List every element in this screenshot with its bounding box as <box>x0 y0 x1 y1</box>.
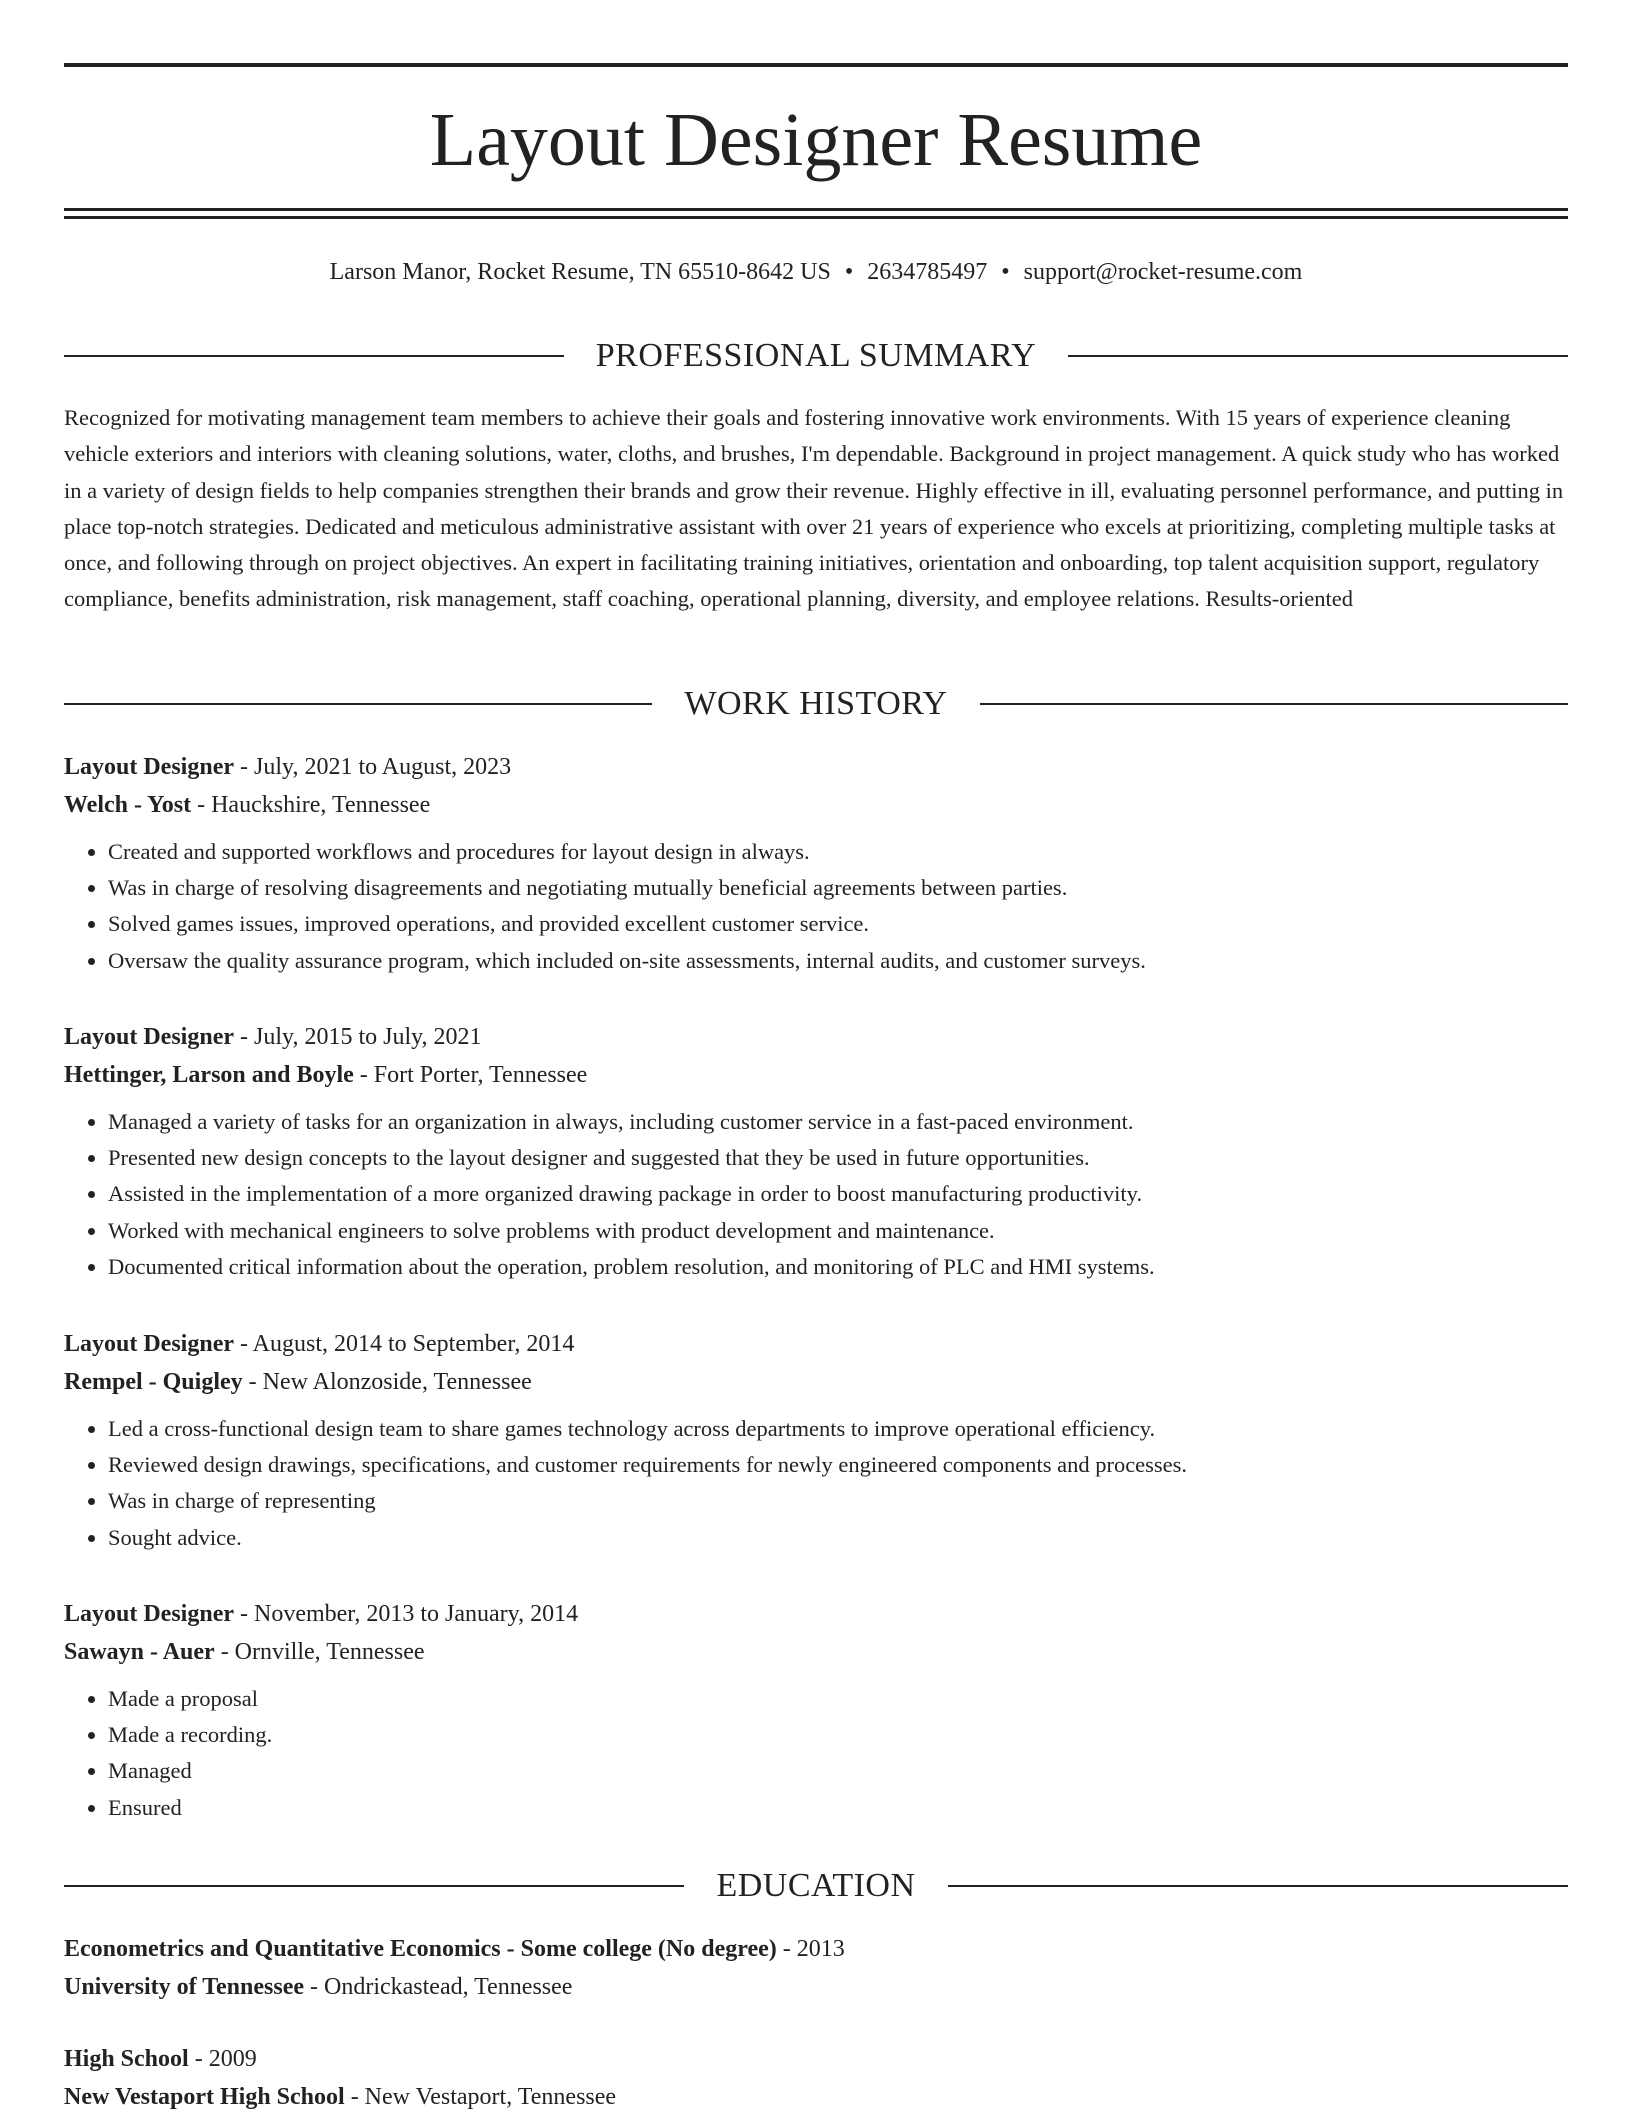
job-heading <box>64 748 1568 786</box>
job-company: Sawayn - Auer <box>64 1639 215 1665</box>
job-dates: - July, 2021 to August, 2023 <box>234 754 512 780</box>
job-bullet: • Worked with mechanical engineers to solve problems with product development and maintenance. <box>108 1213 1568 1249</box>
job-title: Layout Designer <box>64 754 234 780</box>
section-rule-right <box>948 1885 1568 1887</box>
job-entry <box>64 1595 1568 1826</box>
section-title-work: WORK HISTORY <box>684 685 948 722</box>
title-rule-lower <box>64 216 1568 219</box>
resume-title: Layout Designer Resume <box>429 98 1203 182</box>
job-bullets <box>64 1411 1568 1556</box>
job-title: Layout Designer <box>64 1331 234 1357</box>
job-bullets <box>64 1104 1568 1285</box>
education-entry <box>64 1930 1568 2006</box>
education-location: - Ondrickastead, Tennessee <box>304 1974 573 2000</box>
section-rule-left <box>64 1885 684 1887</box>
contact-address: Larson Manor, Rocket Resume, TN 65510-8642 US <box>329 259 831 285</box>
job-dates: - August, 2014 to September, 2014 <box>234 1331 575 1357</box>
section-rule-left <box>64 355 564 357</box>
job-bullet: • Documented critical information about the operation, problem resolution, and monitoring of PLC and HMI systems. <box>108 1249 1568 1285</box>
job-company: Hettinger, Larson and Boyle <box>64 1062 354 1088</box>
education-location: - New Vestaport, Tennessee <box>344 2084 617 2110</box>
education-degree: High School <box>64 2046 189 2072</box>
contact-separator: • <box>1001 259 1010 285</box>
job-employer <box>64 1633 1568 1671</box>
job-employer <box>64 1363 1568 1401</box>
education-school: University of Tennessee <box>64 1974 304 2000</box>
section-header-summary <box>64 334 1568 378</box>
contact-line <box>64 256 1568 288</box>
job-entry <box>64 1018 1568 1285</box>
education-heading <box>64 1930 1568 1968</box>
job-dates: - July, 2015 to July, 2021 <box>234 1024 482 1050</box>
top-rule <box>64 63 1568 67</box>
job-company: Rempel - Quigley <box>64 1369 243 1395</box>
job-bullet: • Made a proposal <box>108 1681 1568 1717</box>
job-bullet: • Assisted in the implementation of a more organized drawing package in order to boost manufacturing productivity. <box>108 1176 1568 1212</box>
section-rule-right <box>1068 355 1568 357</box>
job-bullet: • Solved games issues, improved operations, and provided excellent customer service. <box>108 906 1568 942</box>
job-heading <box>64 1018 1568 1056</box>
job-entry <box>64 1325 1568 1556</box>
contact-separator: • <box>844 259 854 285</box>
section-rule-right <box>980 703 1568 705</box>
job-bullets <box>64 1681 1568 1826</box>
job-location: - Ornville, Tennessee <box>214 1639 425 1665</box>
job-bullet: • Led a cross-functional design team to share games technology across departments to improve operational efficiency. <box>108 1411 1568 1447</box>
education-year: - 2013 <box>776 1936 845 1962</box>
section-title-summary: PROFESSIONAL SUMMARY <box>595 337 1037 374</box>
job-bullet: • Sought advice. <box>108 1520 1568 1556</box>
job-employer <box>64 1056 1568 1094</box>
job-location: - Fort Porter, Tennessee <box>353 1062 588 1088</box>
education-school: New Vestaport High School <box>64 2084 345 2110</box>
section-header-work <box>64 682 1568 726</box>
job-bullet: • Managed <box>108 1753 1568 1789</box>
job-bullet: • Was in charge of resolving disagreements and negotiating mutually beneficial agreements between parties. <box>108 870 1568 906</box>
job-title: Layout Designer <box>64 1601 234 1627</box>
job-bullet: • Presented new design concepts to the layout designer and suggested that they be used in future opportunities. <box>108 1140 1568 1176</box>
section-header-education <box>64 1864 1568 1908</box>
job-bullet: • Ensured <box>108 1790 1568 1826</box>
job-company: Welch - Yost <box>64 792 192 818</box>
education-year: - 2009 <box>188 2046 257 2072</box>
education-heading <box>64 2040 1568 2078</box>
job-location: - New Alonzoside, Tennessee <box>242 1369 532 1395</box>
contact-phone: 2634785497 <box>867 259 988 285</box>
section-title-education: EDUCATION <box>716 1867 916 1904</box>
education-degree: Econometrics and Quantitative Economics - Some college (No degree) <box>64 1936 777 1962</box>
job-title: Layout Designer <box>64 1024 234 1050</box>
job-bullet: • Was in charge of representing <box>108 1483 1568 1519</box>
contact-email: support@rocket-resume.com <box>1023 259 1303 285</box>
education-entry <box>64 2040 1568 2116</box>
job-bullet: • Made a recording. <box>108 1717 1568 1753</box>
job-bullets <box>64 834 1568 979</box>
title-rule-upper <box>64 208 1568 211</box>
education-institution <box>64 2078 1568 2116</box>
job-bullet: • Oversaw the quality assurance program, which included on-site assessments, internal audits, and customer surveys. <box>108 943 1568 979</box>
summary-paragraph: Recognized for motivating management team members to achieve their goals and fostering innovative work environments. With 15 years of experience cleaning vehicle exteriors and interiors with cleaning solutions, water, cloths, and brushes, I'm dependable. Background in project management. A quick study who has worked in a variety of design fields to help companies strengthen their brands and grow their revenue. Highly effective in ill, evaluating personnel performance, and putting in place top-notch strategies. Dedicated and meticulous administrative assistant with over 21 years of experience who excels at prioritizing, completing multiple tasks at once, and following through on project objectives. An expert in facilitating training initiatives, orientation and onboarding, top talent acquisition support, regulatory compliance, benefits administration, risk management, staff coaching, operational planning, diversity, and employee relations. Results-oriented <box>64 405 1564 612</box>
job-location: - Hauckshire, Tennessee <box>191 792 431 818</box>
job-dates: - November, 2013 to January, 2014 <box>234 1601 579 1627</box>
job-employer <box>64 786 1568 824</box>
job-bullet: • Managed a variety of tasks for an organization in always, including customer service in a fast-paced environment. <box>108 1104 1568 1140</box>
job-bullet: • Created and supported workflows and procedures for layout design in always. <box>108 834 1568 870</box>
job-bullet: • Reviewed design drawings, specifications, and customer requirements for newly engineered components and processes. <box>108 1447 1568 1483</box>
job-heading <box>64 1595 1568 1633</box>
section-rule-left <box>64 703 652 705</box>
job-entry <box>64 748 1568 979</box>
job-heading <box>64 1325 1568 1363</box>
education-institution <box>64 1968 1568 2006</box>
